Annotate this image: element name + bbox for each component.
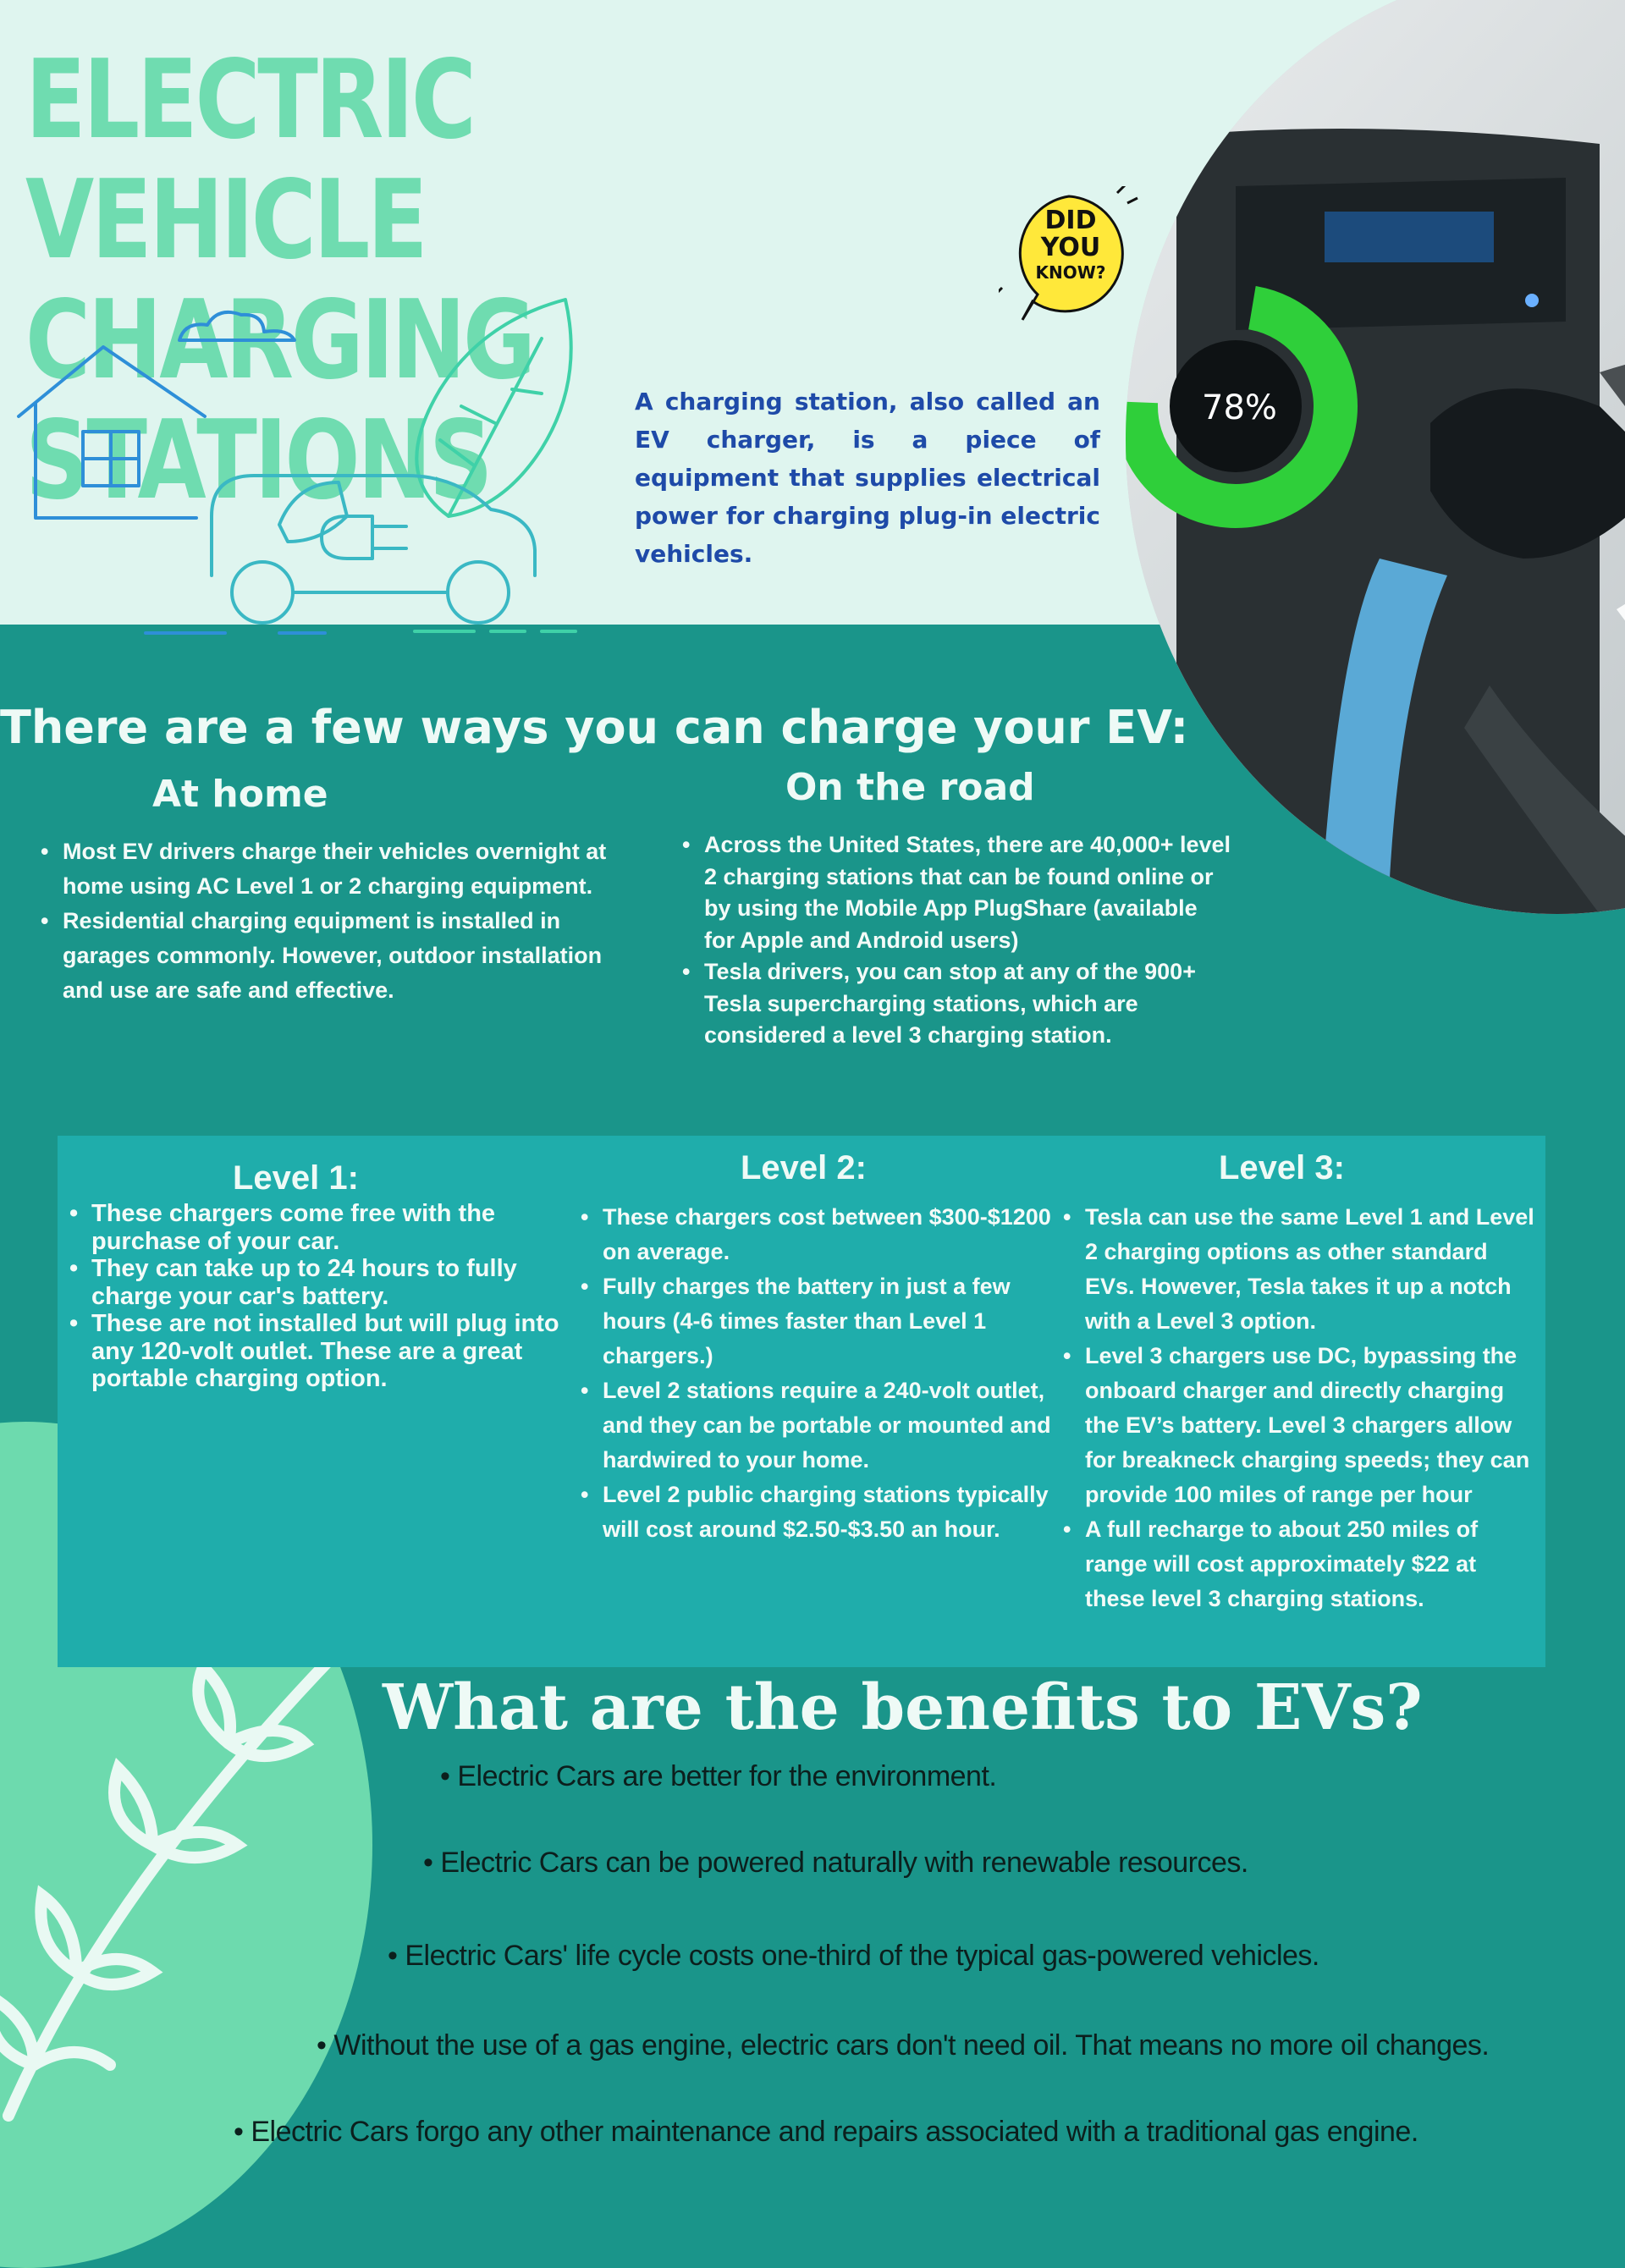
ways-heading: There are a few ways you can charge your EV: bbox=[0, 701, 1189, 754]
level-1-list bbox=[69, 1200, 569, 1393]
at-home-heading: At home bbox=[152, 773, 328, 816]
on-the-road-list bbox=[682, 829, 1232, 1052]
benefits-heading: What are the benefits to EVs? bbox=[383, 1671, 1423, 1744]
list-item: • Across the United States, there are 40,000+ level 2 charging stations that can be found online or by using the Mobile App PlugShare (available for Apple and Android users) bbox=[682, 829, 1232, 956]
level-3-heading: Level 3: bbox=[1219, 1149, 1345, 1186]
badge-line-3: KNOW? bbox=[1035, 262, 1106, 283]
benefit-item: • Electric Cars forgo any other maintenance and repairs associated with a traditional gas engine. bbox=[234, 2116, 1418, 2149]
page-title: ELECTRIC VEHICLE CHARGING STATIONS bbox=[25, 37, 533, 524]
benefit-item: • Electric Cars' life cycle costs one-third of the typical gas-powered vehicles. bbox=[388, 1940, 1319, 1973]
cloud-icon bbox=[179, 312, 295, 340]
list-item: • Level 3 chargers use DC, bypassing the onboard charger and directly charging the EV’s battery. Level 3 chargers allow for breakneck charging speeds; they can provide 100 miles of range per hour bbox=[1063, 1339, 1542, 1512]
level-1-heading: Level 1: bbox=[233, 1159, 359, 1197]
list-item: • Tesla can use the same Level 1 and Level 2 charging options as other standard EVs. However, Tesla takes it up a notch with a Level 3 option. bbox=[1063, 1200, 1542, 1339]
list-item: • These are not installed but will plug into any 120-volt outlet. These are a great portable charging option. bbox=[69, 1310, 569, 1393]
badge-line-1: DID bbox=[1044, 206, 1097, 235]
list-item: • Residential charging equipment is installed in garages commonly. However, outdoor installation and use are safe and effective. bbox=[41, 904, 643, 1008]
list-item: • Level 2 stations require a 240-volt outlet, and they can be portable or mounted and hardwired to your home. bbox=[581, 1373, 1063, 1478]
benefit-item: • Without the use of a gas engine, electric cars don't need oil. That means no more oil changes. bbox=[317, 2029, 1489, 2062]
intro-paragraph: A charging station, also called an EV charger, is a piece of equipment that supplies electrical power for charging plug-in electric vehicles. bbox=[635, 388, 1100, 568]
charge-percent-readout: 78% bbox=[1202, 388, 1277, 427]
leaf-icon bbox=[416, 300, 570, 516]
ev-charging-photo bbox=[1126, 0, 1625, 914]
badge-line-2: YOU bbox=[1040, 233, 1101, 262]
house-icon bbox=[19, 347, 205, 518]
list-item: • Most EV drivers charge their vehicles overnight at home using AC Level 1 or 2 charging equipment. bbox=[41, 834, 643, 904]
at-home-list bbox=[41, 834, 643, 1008]
ev-home-illustration bbox=[0, 288, 592, 643]
benefit-item: • Electric Cars can be powered naturally with renewable resources. bbox=[423, 1847, 1248, 1880]
ev-car-plug-icon bbox=[212, 476, 535, 623]
list-item: • They can take up to 24 hours to fully charge your car's battery. bbox=[69, 1255, 569, 1310]
list-item: • Level 2 public charging stations typically will cost around $2.50-$3.50 an hour. bbox=[581, 1478, 1063, 1547]
list-item: • These chargers cost between $300-$1200 on average. bbox=[581, 1200, 1063, 1269]
list-item: • These chargers come free with the purchase of your car. bbox=[69, 1200, 569, 1255]
list-item: • Fully charges the battery in just a few hours (4-6 times faster than Level 1 chargers.) bbox=[581, 1269, 1063, 1373]
list-item: • A full recharge to about 250 miles of range will cost approximately $22 at these level 3 charging stations. bbox=[1063, 1512, 1542, 1616]
benefit-item: • Electric Cars are better for the environment. bbox=[440, 1760, 996, 1793]
on-the-road-heading: On the road bbox=[785, 766, 1035, 809]
level-2-list bbox=[581, 1200, 1063, 1547]
did-you-know-badge bbox=[1011, 207, 1130, 284]
level-2-heading: Level 2: bbox=[741, 1149, 867, 1186]
level-3-list bbox=[1063, 1200, 1542, 1616]
list-item: • Tesla drivers, you can stop at any of the 900+ Tesla supercharging stations, which are considered a level 3 charging station. bbox=[682, 956, 1232, 1052]
